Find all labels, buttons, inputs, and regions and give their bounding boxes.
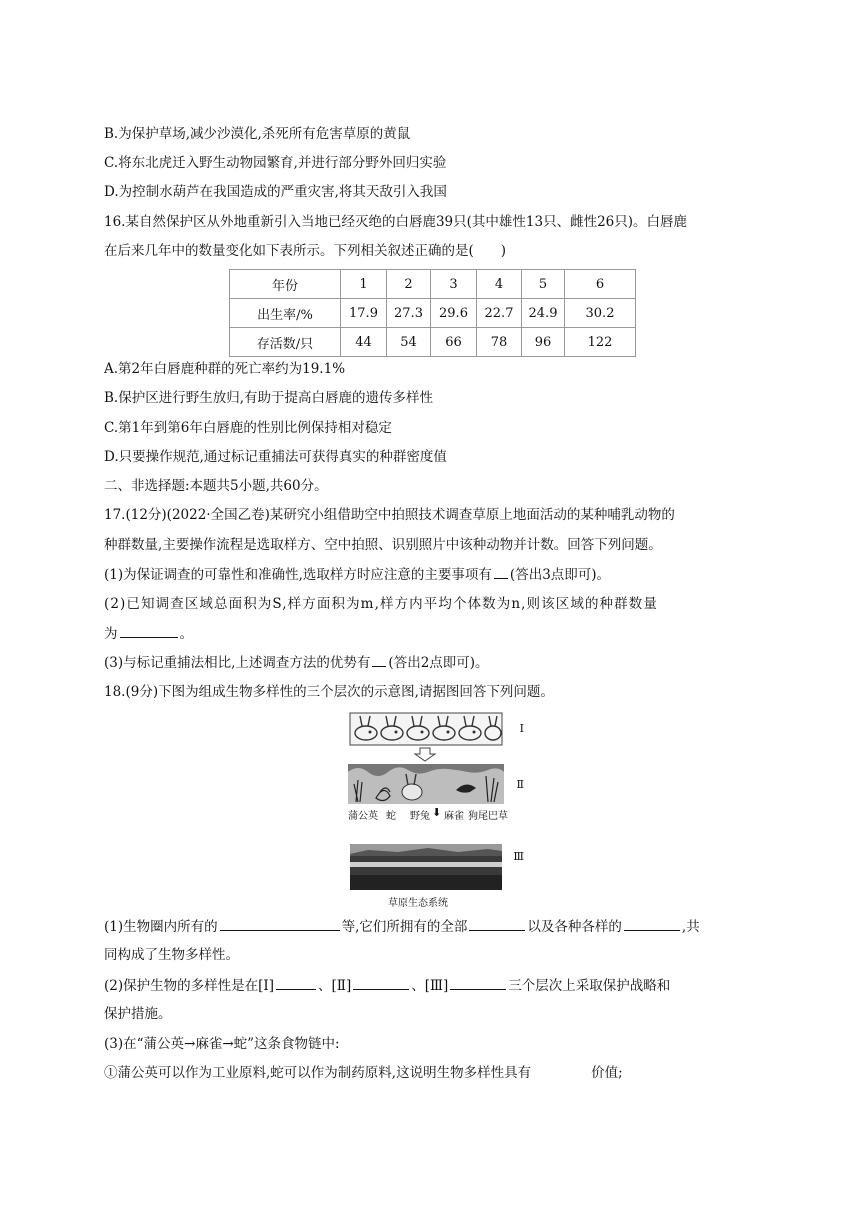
q18-part3-sub1-end: 价值;: [591, 1065, 623, 1081]
q18-part1-line1: [104, 916, 700, 937]
table-cell: 78: [477, 328, 522, 357]
q18-part1-text-c: 以及各种各样的: [527, 919, 622, 935]
q15-option-c: C.将东北虎迁入野生动物园繁育,并进行部分野外回归实验: [104, 155, 447, 171]
q18-part2-text-b: 、[Ⅱ]: [318, 978, 352, 994]
table-cell: 122: [565, 328, 636, 357]
q16-option-b: B.保护区进行野生放归,有助于提高白唇鹿的遗传多样性: [104, 390, 434, 406]
table-cell: 44: [341, 328, 387, 357]
q18-part3: (3)在“蒲公英→麻雀→蛇”这条食物链中:: [104, 1036, 340, 1052]
q17-stem-line2: 种群数量,主要操作流程是选取样方、空中拍照、识别照片中该种动物并计数。回答下列问题。: [104, 537, 662, 553]
level-1-label: Ⅰ: [519, 722, 524, 735]
label-hare: 野兔: [410, 811, 430, 822]
table-cell: 30.2: [565, 299, 636, 328]
table-cell: 54: [387, 328, 431, 357]
section-heading: 二、非选择题:本题共5小题,共60分。: [104, 478, 328, 494]
q18-part3-sub1: [104, 1063, 623, 1083]
table-header-cell: 3: [431, 270, 477, 299]
q16-stem-line2: 在后来几年中的数量变化如下表所示。下列相关叙述正确的是( ): [104, 243, 507, 259]
q18-stem: 18.(9分)下图为组成生物多样性的三个层次的示意图,请据图回答下列问题。: [104, 684, 554, 700]
q17-part1-text: (1)为保证调查的可靠性和准确性,选取样方时应注意的主要事项有: [104, 567, 492, 583]
q15-option-d: D.为控制水葫芦在我国造成的严重灾害,将其天敌引入我国: [104, 184, 447, 200]
q18-part1-line2: 同构成了生物多样性。: [104, 947, 239, 963]
answer-blank[interactable]: [276, 975, 316, 990]
q17-part2-line1: (2)已知调查区域总面积为S,样方面积为m,样方内平均个体数为n,则该区域的种群数量: [104, 596, 658, 612]
figure-illustration: [348, 712, 512, 892]
label-foxtail: 狗尾巴草: [468, 811, 508, 822]
answer-blank[interactable]: [469, 916, 525, 931]
table-cell: 96: [522, 328, 565, 357]
biodiversity-levels-figure: [348, 712, 524, 909]
q15-option-b: B.为保护草场,减少沙漠化,杀死所有危害草原的黄鼠: [104, 126, 411, 142]
q18-part3-sub1-text: ①蒲公英可以作为工业原料,蛇可以作为制药原料,这说明生物多样性具有: [104, 1065, 532, 1081]
q18-part1-text-b: 等,它们所拥有的全部: [341, 919, 468, 935]
q17-part3-text: (3)与标记重捕法相比,上述调查方法的优势有: [104, 655, 371, 671]
table-cell: 66: [431, 328, 477, 357]
answer-blank[interactable]: [624, 916, 680, 931]
q17-part1-note: (答出3点即可)。: [509, 567, 611, 583]
answer-blank[interactable]: [450, 975, 506, 990]
table-cell: 出生率/%: [230, 299, 341, 328]
answer-blank[interactable]: [353, 975, 409, 990]
table-cell: 29.6: [431, 299, 477, 328]
label-dandelion: 蒲公英: [348, 811, 378, 822]
table-cell: 24.9: [522, 299, 565, 328]
table-header-cell: 5: [522, 270, 565, 299]
table-cell: 27.3: [387, 299, 431, 328]
answer-blank[interactable]: [372, 652, 386, 667]
q16-option-a: A.第2年白唇鹿种群的死亡率约为19.1%: [104, 361, 346, 377]
q18-part2-line2: 保护措施。: [104, 1006, 172, 1022]
q18-part2-line1: [104, 975, 670, 996]
q16-option-d: D.只要操作规范,通过标记重捕法可获得真实的种群密度值: [104, 449, 447, 465]
answer-blank[interactable]: [494, 564, 508, 579]
q18-part2-text-d: 三个层次上采取保护战略和: [508, 978, 671, 994]
q18-part2-text-a: (2)保护生物的多样性是在[Ⅰ]: [104, 978, 274, 994]
figure-caption: 草原生态系统: [388, 898, 448, 909]
q17-part2-line2: [104, 623, 193, 644]
q17-part2-text: 为: [104, 626, 118, 642]
table-cell: 存活数/只: [230, 328, 341, 357]
table-row: [230, 299, 636, 328]
q17-part1: [104, 564, 610, 585]
label-sparrow: 麻雀: [444, 811, 464, 822]
q17-part3-note: (答出2点即可)。: [388, 655, 489, 671]
q16-stem-line1: 16.某自然保护区从外地重新引入当地已经灭绝的白唇鹿39只(其中雄性13只、雌性26只)。白唇鹿: [104, 214, 688, 230]
table-header-row: [230, 270, 636, 299]
table-cell: 22.7: [477, 299, 522, 328]
label-snake: 蛇: [386, 811, 396, 822]
table-header-cell: 4: [477, 270, 522, 299]
table-header-cell: 2: [387, 270, 431, 299]
table-cell: 17.9: [341, 299, 387, 328]
level-3-label: Ⅲ: [513, 850, 524, 863]
q18-part1-text-d: ,共: [681, 919, 700, 935]
q16-data-table: [229, 269, 636, 357]
answer-blank[interactable]: [120, 623, 178, 638]
q17-part3: [104, 652, 489, 673]
q18-part2-text-c: 、[Ⅲ]: [411, 978, 449, 994]
table-header-cell: 6: [565, 270, 636, 299]
q16-option-c: C.第1年到第6年白唇鹿的性别比例保持相对稳定: [104, 420, 392, 436]
level-2-label: Ⅱ: [516, 778, 524, 791]
table-row: [230, 328, 636, 357]
down-arrow-icon: ⬇: [432, 806, 442, 819]
table-header-cell: 1: [341, 270, 387, 299]
table-header-cell: 年份: [230, 270, 341, 299]
answer-blank[interactable]: [220, 916, 340, 931]
q17-stem-line1: 17.(12分)(2022·全国乙卷)某研究小组借助空中拍照技术调查草原上地面活动的某种哺乳动物的: [104, 507, 675, 523]
q17-part2-end: 。: [179, 626, 193, 642]
q18-part1-text-a: (1)生物圈内所有的: [104, 919, 218, 935]
